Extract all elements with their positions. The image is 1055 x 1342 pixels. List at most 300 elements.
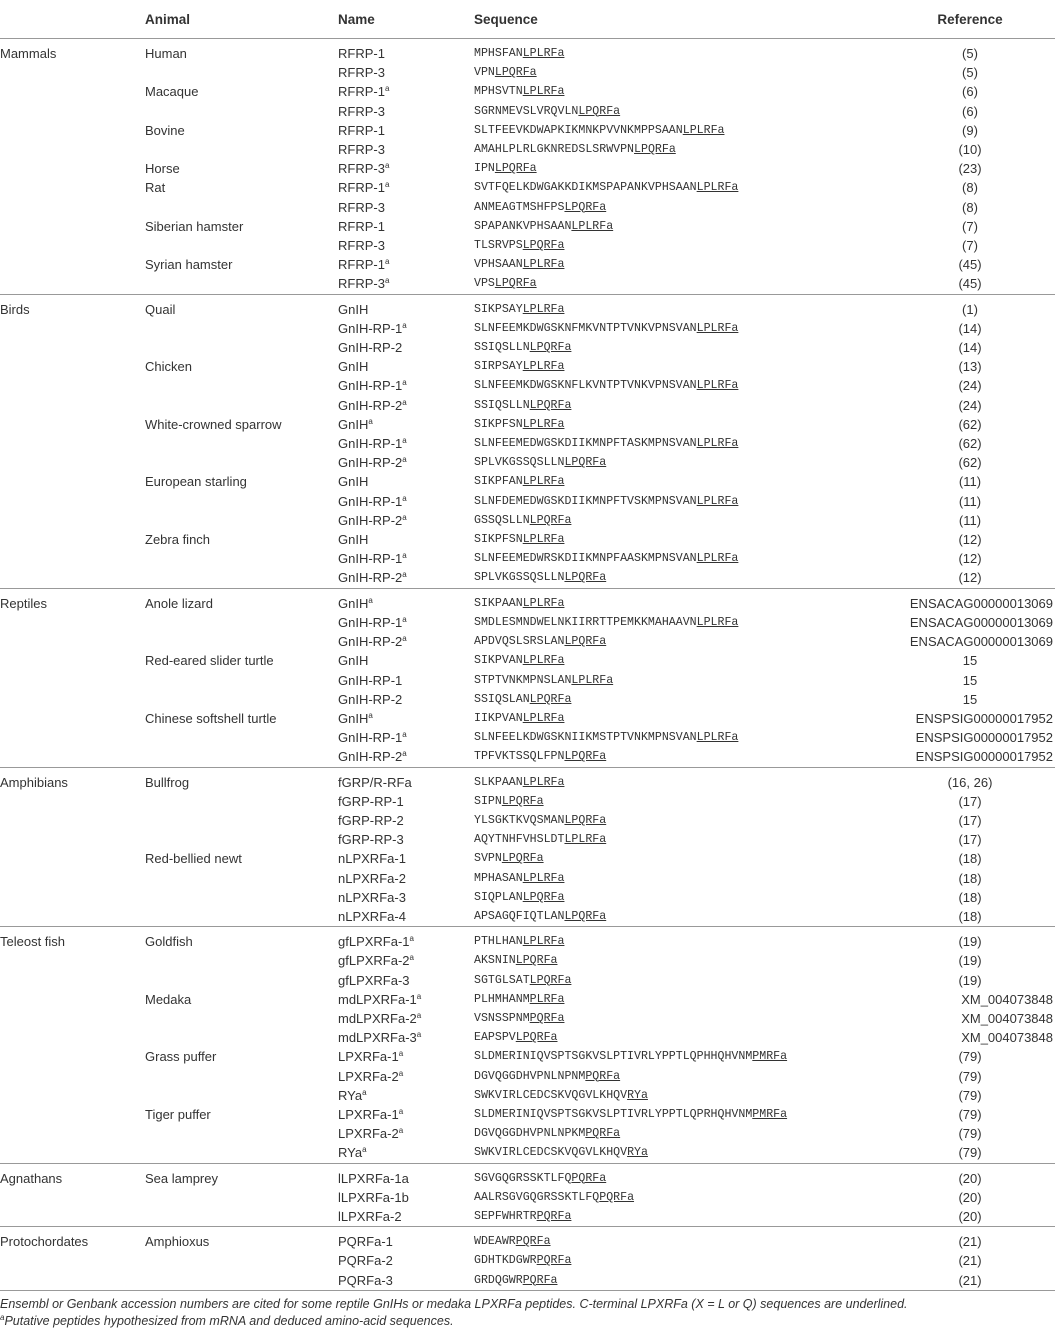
sequence-prefix: SLNFEEMKDWGSKNFLKVNTPTVNKVPNSVAN [474, 379, 697, 393]
group-label [0, 434, 145, 453]
peptide-name: RFRP-3 [338, 161, 385, 177]
reference-cell: (8) [962, 199, 978, 215]
table-row [0, 990, 1055, 1009]
animal-cell [145, 971, 338, 990]
group-label [0, 198, 145, 217]
peptide-name: mdLPXRFa-3 [338, 1030, 417, 1046]
group-label [0, 907, 145, 927]
sequence-prefix: PTHLHAN [474, 935, 523, 949]
sequence-prefix: SIKPSAY [474, 302, 523, 316]
sequence-cell [474, 102, 885, 121]
group-label [0, 1028, 145, 1047]
sequence-prefix: GDHTKDGWR [474, 1254, 537, 1268]
group-label [0, 811, 145, 830]
sequence-motif-underlined: LPQRFa [529, 513, 572, 527]
sequence-cell [474, 1124, 885, 1143]
group-label [0, 530, 145, 549]
footnote-line-1: Ensembl or Genbank accession numbers are cited for some reptile GnIHs or medaka LPXRFa peptides. C-terminal LPXRFa (X = L or Q) sequences are underlined. [0, 1296, 908, 1311]
peptide-name: LPXRFa-2 [338, 1126, 399, 1142]
reference-cell: (20) [958, 1208, 982, 1224]
peptide-name: RFRP-3 [338, 103, 385, 119]
peptide-name: RFRP-1 [338, 218, 385, 234]
sequence-prefix: ANMEAGTMSHFPS [474, 200, 565, 214]
animal-cell [145, 319, 338, 338]
table-row [0, 492, 1055, 511]
group-label [0, 971, 145, 990]
table-row [0, 434, 1055, 453]
sequence-motif-underlined: LPLRFa [522, 596, 565, 610]
group-label [0, 568, 145, 588]
group-label: Reptiles [0, 595, 47, 611]
reference-cell: (21) [958, 1234, 982, 1250]
name-cell [338, 274, 474, 294]
animal-cell [145, 453, 338, 472]
sequence-cell [474, 1163, 885, 1188]
group-label [0, 1105, 145, 1124]
name-cell [338, 830, 474, 849]
sequence-prefix: SSIQSLLN [474, 341, 530, 355]
sequence-prefix: PLHMHANM [474, 992, 530, 1006]
name-cell [338, 492, 474, 511]
table-row [0, 1271, 1055, 1291]
sequence-prefix: DGVQGGDHVPNLNPNM [474, 1069, 586, 1083]
peptide-name: LPXRFa-2 [338, 1068, 399, 1084]
reference-cell: (17) [958, 812, 982, 828]
table-row [0, 888, 1055, 907]
header-group [0, 0, 145, 39]
table-row [0, 568, 1055, 588]
name-cell [338, 140, 474, 159]
sequence-cell [474, 907, 885, 927]
peptide-name: GnIH-RP-2 [338, 634, 403, 650]
reference-cell: (79) [958, 1126, 982, 1142]
reference-cell: (23) [958, 161, 982, 177]
peptide-name: GnIH [338, 416, 369, 432]
reference-cell: (12) [958, 551, 982, 567]
sequence-motif-underlined: LPLRFa [696, 321, 739, 335]
sequence-cell [474, 1086, 885, 1105]
reference-cell: ENSPSIG00000017952 [915, 730, 1053, 746]
table-row [0, 236, 1055, 255]
reference-cell: (11) [958, 512, 982, 528]
name-cell [338, 792, 474, 811]
sequence-motif-underlined: LPLRFa [522, 417, 565, 431]
reference-cell: (9) [962, 122, 978, 138]
sequence-cell [474, 492, 885, 511]
table-row [0, 530, 1055, 549]
putative-marker: a [384, 84, 390, 94]
name-cell [338, 1143, 474, 1163]
sequence-cell [474, 338, 885, 357]
sequence-cell [474, 198, 885, 217]
putative-marker: a [384, 257, 390, 267]
table-row [0, 140, 1055, 159]
footnote-sup: a [0, 1312, 5, 1322]
sequence-prefix: MPHSVTN [474, 85, 523, 99]
group-label [0, 728, 145, 747]
name-cell [338, 728, 474, 747]
animal-cell [145, 747, 338, 767]
name-cell [338, 1009, 474, 1028]
reference-cell: (79) [958, 1106, 982, 1122]
sequence-cell [474, 236, 885, 255]
sequence-prefix: SIPN [474, 794, 502, 808]
sequence-cell [474, 357, 885, 376]
group-label [0, 492, 145, 511]
peptide-name: RFRP-1 [338, 122, 385, 138]
sequence-motif-underlined: LPLRFa [522, 258, 565, 272]
animal-cell [145, 811, 338, 830]
header-reference: Reference [885, 0, 1055, 39]
sequence-cell [474, 472, 885, 491]
putative-marker: a [368, 710, 373, 720]
table-row [0, 1143, 1055, 1163]
reference-cell: (24) [958, 378, 982, 394]
reference-cell: (45) [958, 276, 982, 292]
reference-cell: (79) [958, 1049, 982, 1065]
animal-cell [145, 1143, 338, 1163]
sequence-motif-underlined: LPQRFa [515, 1031, 558, 1045]
name-cell [338, 1047, 474, 1066]
table-row [0, 338, 1055, 357]
group-label [0, 415, 145, 434]
group-label [0, 1086, 145, 1105]
sequence-motif-underlined: LPQRFa [564, 200, 607, 214]
reference-cell: (1) [962, 301, 978, 317]
group-teleost-fish [0, 927, 1055, 1163]
peptide-name: gfLPXRFa-2 [338, 953, 410, 969]
sequence-motif-underlined: LPQRFa [522, 239, 565, 253]
name-cell [338, 671, 474, 690]
putative-marker: a [362, 1087, 367, 1097]
group-label [0, 1047, 145, 1066]
name-cell [338, 971, 474, 990]
group-label [0, 236, 145, 255]
peptide-name: nLPXRFa-2 [338, 870, 406, 886]
sequence-cell [474, 709, 885, 728]
peptide-name: GnIH-RP-1 [338, 551, 403, 567]
group-label [0, 217, 145, 236]
reference-cell: (19) [958, 972, 982, 988]
name-cell [338, 121, 474, 140]
name-cell [338, 907, 474, 927]
table-row [0, 671, 1055, 690]
sequence-motif-underlined: LPLRFa [522, 654, 565, 668]
peptide-name: fGRP-RP-2 [338, 812, 404, 828]
animal-cell [145, 492, 338, 511]
animal-cell [145, 951, 338, 970]
peptide-name: PQRFa-3 [338, 1272, 393, 1288]
sequence-motif-underlined: LPQRFa [515, 954, 558, 968]
putative-marker: a [416, 991, 422, 1001]
animal-cell [145, 376, 338, 395]
group-label [0, 830, 145, 849]
sequence-prefix: SIKPFAN [474, 475, 523, 489]
sequence-prefix: SVTFQELKDWGAKKDIKMSPAPANKVPHSAAN [474, 181, 697, 195]
sequence-cell [474, 396, 885, 415]
table-row [0, 396, 1055, 415]
putative-marker: a [416, 1010, 422, 1020]
name-cell [338, 511, 474, 530]
name-cell [338, 102, 474, 121]
name-cell [338, 357, 474, 376]
name-cell [338, 319, 474, 338]
group-label [0, 102, 145, 121]
sequence-motif-underlined: LPQRFa [564, 813, 607, 827]
group-label [0, 632, 145, 651]
animal-cell: Syrian hamster [145, 257, 233, 273]
sequence-cell [474, 811, 885, 830]
animal-cell [145, 102, 338, 121]
animal-cell [145, 830, 338, 849]
table-row [0, 1067, 1055, 1086]
reference-cell: (5) [962, 65, 978, 81]
peptide-name: nLPXRFa-1 [338, 851, 406, 867]
header-sequence: Sequence [474, 0, 885, 39]
table-row [0, 632, 1055, 651]
table-row [0, 549, 1055, 568]
animal-cell: Macaque [145, 84, 199, 100]
sequence-cell [474, 39, 885, 64]
putative-marker: a [402, 320, 407, 330]
animal-cell [145, 632, 338, 651]
name-cell [338, 549, 474, 568]
sequence-cell [474, 792, 885, 811]
reference-cell: (62) [958, 416, 982, 432]
reference-cell: (10) [958, 142, 982, 158]
animal-cell [145, 888, 338, 907]
reference-cell: (62) [958, 455, 982, 471]
sequence-motif-underlined: PQRFa [585, 1127, 621, 1141]
group-label [0, 792, 145, 811]
group-label [0, 1009, 145, 1028]
sequence-prefix: GSSQSLLN [474, 513, 530, 527]
group-label [0, 951, 145, 970]
sequence-motif-underlined: PQRFa [585, 1069, 621, 1083]
sequence-cell [474, 415, 885, 434]
sequence-prefix: SVPN [474, 852, 502, 866]
group-label [0, 651, 145, 670]
group-label [0, 1188, 145, 1207]
group-label [0, 159, 145, 178]
sequence-motif-underlined: PQRFa [599, 1190, 635, 1204]
peptide-name: lLPXRFa-1b [338, 1189, 409, 1205]
putative-marker: a [384, 161, 390, 171]
putative-marker: a [368, 595, 373, 605]
reference-cell: (18) [958, 870, 982, 886]
name-cell [338, 1028, 474, 1047]
sequence-prefix: APSAGQFIQTLAN [474, 909, 565, 923]
sequence-motif-underlined: LPQRFa [564, 456, 607, 470]
name-cell [338, 1124, 474, 1143]
animal-cell [145, 1028, 338, 1047]
peptide-name: GnIH [338, 359, 369, 375]
table-row [0, 121, 1055, 140]
sequence-motif-underlined: LPLRFa [682, 123, 725, 137]
sequence-prefix: SLKPAAN [474, 775, 523, 789]
table-row [0, 951, 1055, 970]
table-row [0, 1105, 1055, 1124]
sequence-cell [474, 690, 885, 709]
table-row [0, 63, 1055, 82]
animal-cell: Bovine [145, 122, 185, 138]
peptide-name: GnIH-RP-2 [338, 749, 403, 765]
name-cell [338, 613, 474, 632]
animal-cell: Medaka [145, 991, 192, 1007]
sequence-motif-underlined: RYa [627, 1088, 648, 1102]
peptide-name: RFRP-1 [338, 257, 385, 273]
peptide-name: nLPXRFa-4 [338, 908, 406, 924]
sequence-prefix: SLDMERINIQVSPTSGKVSLPTIVRLYPPTLQPRHQHVNM [474, 1107, 753, 1121]
table-row [0, 255, 1055, 274]
reference-cell: (21) [958, 1272, 982, 1288]
sequence-motif-underlined: LPLRFa [696, 437, 739, 451]
group-label: Protochordates [0, 1234, 89, 1250]
peptide-name: nLPXRFa-3 [338, 889, 406, 905]
table-row [0, 511, 1055, 530]
group-label: Mammals [0, 46, 57, 61]
sequence-cell [474, 1251, 885, 1270]
group-protochordates [0, 1227, 1055, 1291]
sequence-prefix: SPLVKGSSQSLLN [474, 571, 565, 585]
group-mammals [0, 39, 1055, 295]
animal-cell: Siberian hamster [145, 218, 244, 234]
reference-cell: (7) [962, 218, 978, 234]
table-row [0, 709, 1055, 728]
sequence-prefix: TPFVKTSSQLFPN [474, 750, 565, 764]
animal-cell: Amphioxus [145, 1234, 210, 1250]
putative-marker: a [402, 570, 407, 580]
reference-cell: XM_004073848 [961, 991, 1053, 1007]
table-row [0, 39, 1055, 64]
sequence-motif-underlined: LPLRFa [522, 871, 565, 885]
animal-cell [145, 274, 338, 294]
sequence-cell [474, 530, 885, 549]
sequence-motif-underlined: PQRFa [522, 1273, 558, 1287]
name-cell [338, 39, 474, 64]
sequence-cell [474, 728, 885, 747]
name-cell [338, 1105, 474, 1124]
name-cell [338, 159, 474, 178]
name-cell [338, 888, 474, 907]
table-row [0, 869, 1055, 888]
sequence-motif-underlined: RYa [627, 1146, 648, 1160]
sequence-prefix: VSNSSPNM [474, 1011, 530, 1025]
sequence-motif-underlined: LPLRFa [522, 302, 565, 316]
table-row [0, 1188, 1055, 1207]
table-row [0, 376, 1055, 395]
sequence-prefix: SPAPANKVPHSAAN [474, 219, 572, 233]
table-row [0, 453, 1055, 472]
putative-marker: a [416, 1030, 422, 1040]
sequence-cell [474, 767, 885, 792]
peptide-name: lLPXRFa-2 [338, 1208, 402, 1224]
animal-cell: White-crowned sparrow [145, 416, 282, 432]
name-cell [338, 178, 474, 197]
group-label [0, 472, 145, 491]
sequence-motif-underlined: LPQRFa [501, 852, 544, 866]
reference-cell: 15 [962, 691, 978, 707]
name-cell [338, 236, 474, 255]
animal-cell [145, 1207, 338, 1227]
table-row [0, 319, 1055, 338]
peptide-name: fGRP/R-RFa [338, 774, 412, 790]
name-cell [338, 1163, 474, 1188]
name-cell [338, 651, 474, 670]
group-label [0, 178, 145, 197]
group-label [0, 869, 145, 888]
name-cell [338, 1251, 474, 1270]
animal-cell [145, 434, 338, 453]
peptide-name: GnIH-RP-1 [338, 730, 403, 746]
peptide-name: GnIH-RP-2 [338, 691, 403, 707]
group-label [0, 1124, 145, 1143]
animal-cell [145, 869, 338, 888]
animal-cell [145, 1086, 338, 1105]
sequence-motif-underlined: LPLRFa [571, 673, 614, 687]
table-row [0, 1227, 1055, 1252]
group-label [0, 747, 145, 767]
name-cell [338, 255, 474, 274]
group-label: Agnathans [0, 1170, 63, 1186]
table-row [0, 159, 1055, 178]
peptide-name: GnIH-RP-2 [338, 397, 403, 413]
reference-cell: (79) [958, 1145, 982, 1161]
sequence-cell [474, 178, 885, 197]
sequence-prefix: AALRSGVGQGRSSKTLFQ [474, 1190, 600, 1204]
reference-cell: (20) [958, 1189, 982, 1205]
putative-marker: a [402, 455, 407, 465]
sequence-prefix: STPTVNKMPNSLAN [474, 673, 572, 687]
name-cell [338, 198, 474, 217]
sequence-prefix: SIKPAAN [474, 596, 523, 610]
animal-cell [145, 568, 338, 588]
table-row [0, 82, 1055, 101]
group-label [0, 274, 145, 294]
sequence-motif-underlined: LPQRFa [564, 571, 607, 585]
group-label [0, 1271, 145, 1291]
sequence-cell [474, 1207, 885, 1227]
group-label [0, 888, 145, 907]
peptide-name: fGRP-RP-3 [338, 832, 404, 848]
reference-cell: (18) [958, 908, 982, 924]
reference-cell: (12) [958, 532, 982, 548]
table-footnotes [0, 1291, 1055, 1330]
sequence-cell [474, 1067, 885, 1086]
animal-cell [145, 549, 338, 568]
group-label [0, 140, 145, 159]
reference-cell: ENSACAG00000013069 [909, 595, 1053, 611]
name-cell [338, 82, 474, 101]
name-cell [338, 588, 474, 613]
header-animal: Animal [145, 0, 338, 39]
sequence-cell [474, 568, 885, 588]
peptide-name: RFRP-3 [338, 199, 385, 215]
peptide-name: GnIH-RP-1 [338, 436, 403, 452]
sequence-prefix: AMAHLPLRLGKNREDSLSRWVPN [474, 143, 635, 157]
peptide-name: RYa [338, 1087, 363, 1103]
reference-cell: 15 [962, 653, 978, 669]
sequence-prefix: SLNFEEMKDWGSKNFMKVNTPTVNKVPNSVAN [474, 321, 697, 335]
header-row [0, 0, 1055, 39]
sequence-cell [474, 1009, 885, 1028]
putative-marker: a [402, 730, 407, 740]
putative-marker: a [384, 180, 390, 190]
putative-marker: a [402, 614, 407, 624]
animal-cell [145, 792, 338, 811]
reference-cell: (20) [958, 1170, 982, 1186]
sequence-cell [474, 549, 885, 568]
